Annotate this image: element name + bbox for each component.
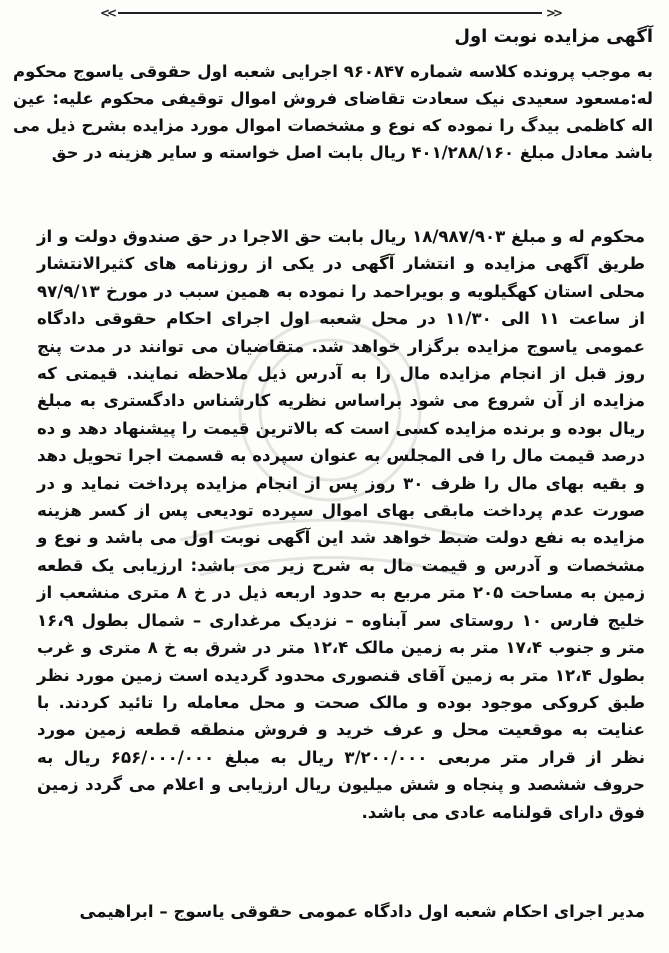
notice-heading: آگهی مزایده نوبت اول xyxy=(454,26,653,47)
ornament-line xyxy=(118,12,542,14)
right-chevron-ornament-icon: >> xyxy=(545,6,560,20)
left-chevron-ornament-icon: << xyxy=(100,6,115,20)
top-ornament-rule xyxy=(100,6,560,20)
notice-signoff: مدیر اجرای احکام شعبه اول دادگاه عمومی حقوقی یاسوج – ابراهیمی xyxy=(79,902,645,921)
notice-body-paragraph: محکوم له و مبلغ ۱۸/۹۸۷/۹۰۳ ریال بابت حق الاجرا در حق صندوق دولت و از طریق آگهی مزایده و انتشار آگهی در یکی از روزنامه های کثیرالانتشار محلی استان کهگیلویه و بویراحمد را نموده به همین سبب در مورخ ۹۷/۹/۱۳ از ساعت ۱۱ الی ۱۱/۳۰ در محل شعبه اول اجرای احکام حقوقی دادگاه عمومی یاسوج مزایده برگزار خواهد شد. متقاضیان می توانند در مدت پنج روز قبل از انجام مزایده مال را به آدرس ذیل ملاحظه نمایند. قیمتی که مزایده از آن شروع می شود براساس نظریه کارشناس دادگستری به مبلغ ریال بوده و برنده مزایده کسی است که بالاترین قیمت را پیشنهاد دهد و ده درصد قیمت مال را فی المجلس به عنوان سپرده به قسمت اجرا تحویل دهد و بقیه بهای مال را ظرف ۳۰ روز پس از انجام مزایده پرداخت نماید و در صورت عدم پرداخت مابقی بهای اموال سپرده تودیعی پس از کسر هزینه مزایده به نفع دولت ضبط خواهد شد این آگهی نوبت اول می باشد و نوع و مشخصات و آدرس و قیمت مال به شرح زیر می باشد: ارزیابی یک قطعه زمین به مساحت ۲۰۵ متر مربع به حدود اربعه ذیل در خ ۸ متری منشعب از خلیج فارس ۱۰ روستای سر آبناوه – نزدیک مرغداری – شمال بطول ۱۶،۹ متر و جنوب ۱۷،۴ متر به زمین مالک ۱۲،۴ متر در شرق به خ ۸ متری و غرب بطول ۱۲،۴ متر به زمین آقای قنصوری محدود گردیده است زمین مورد نظر طبق کروکی موجود بوده و مالک صحت و محل معامله را تائید کردند. با عنایت به موقعیت محل و عرف خرید و فروش منطقه قطعه زمین مورد نظر از قرار متر مربعی ۳/۲۰۰/۰۰۰ ریال به مبلغ ۶۵۶/۰۰۰/۰۰۰ ریال به حروف ششصد و پنجاه و شش میلیون ریال ارزیابی و اعلام می گردد زمین فوق دارای قولنامه عادی می باشد. xyxy=(37,227,646,822)
notice-lead-paragraph: به موجب پرونده کلاسه شماره ۹۶۰۸۴۷ اجرایی شعبه اول حقوقی یاسوج محکوم له:مسعود سعیدی نیک سعادت تقاضای فروش اموال توقیفی محکوم علیه: عین اله کاظمی بیدگ را نموده که نوع و مشخصات اموال مورد مزایده بشرح ذیل می باشد معادل مبلغ ۴۰۱/۲۸۸/۱۶۰ ریال بابت اصل خواسته و سایر هزینه در حق xyxy=(13,62,653,162)
